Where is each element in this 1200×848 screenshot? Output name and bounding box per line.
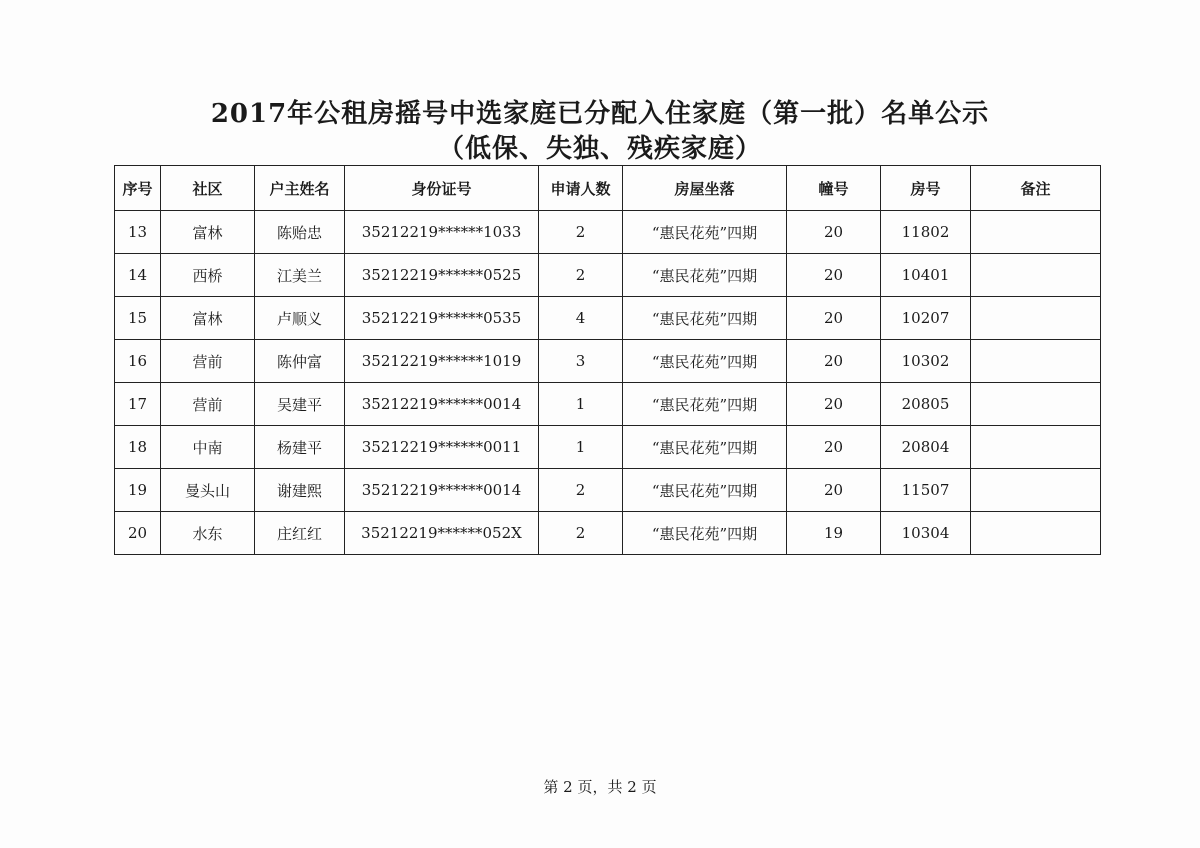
table-row: [115, 297, 1101, 340]
cell-applicants: 1: [539, 383, 623, 426]
allocation-table: [114, 165, 1101, 555]
header-location: 房屋坐落: [623, 166, 787, 211]
table-header-row: [115, 166, 1101, 211]
cell-remarks: [971, 383, 1101, 426]
table-row: [115, 512, 1101, 555]
cell-community: 营前: [161, 383, 255, 426]
document-title: 2017年公租房摇号中选家庭已分配入住家庭（第一批）名单公示: [210, 99, 990, 129]
cell-community: 营前: [161, 340, 255, 383]
cell-building: 20: [787, 469, 881, 512]
cell-remarks: [971, 297, 1101, 340]
cell-community: 富林: [161, 297, 255, 340]
header-applicants: 申请人数: [539, 166, 623, 211]
cell-location: “惠民花苑”四期: [623, 426, 787, 469]
cell-community: 曼头山: [161, 469, 255, 512]
cell-id-number: 35212219******0535: [345, 297, 539, 340]
cell-id-number: 35212219******1033: [345, 211, 539, 254]
cell-id-number: 35212219******0525: [345, 254, 539, 297]
cell-remarks: [971, 469, 1101, 512]
cell-householder: 陈仲富: [255, 340, 345, 383]
cell-id-number: 35212219******0011: [345, 426, 539, 469]
table-row: [115, 211, 1101, 254]
cell-room: 11802: [881, 211, 971, 254]
cell-applicants: 2: [539, 211, 623, 254]
document-subtitle: （低保、失独、残疾家庭）: [437, 134, 762, 164]
cell-id-number: 35212219******1019: [345, 340, 539, 383]
cell-applicants: 2: [539, 512, 623, 555]
cell-building: 19: [787, 512, 881, 555]
cell-remarks: [971, 512, 1101, 555]
cell-remarks: [971, 211, 1101, 254]
cell-room: 20805: [881, 383, 971, 426]
table-row: [115, 340, 1101, 383]
cell-location: “惠民花苑”四期: [623, 469, 787, 512]
cell-building: 20: [787, 254, 881, 297]
cell-applicants: 2: [539, 469, 623, 512]
cell-seq: 13: [115, 211, 161, 254]
cell-householder: 江美兰: [255, 254, 345, 297]
table-row: [115, 426, 1101, 469]
cell-seq: 14: [115, 254, 161, 297]
cell-location: “惠民花苑”四期: [623, 297, 787, 340]
table-row: [115, 383, 1101, 426]
cell-room: 20804: [881, 426, 971, 469]
cell-seq: 17: [115, 383, 161, 426]
header-building: 幢号: [787, 166, 881, 211]
header-id-number: 身份证号: [345, 166, 539, 211]
cell-location: “惠民花苑”四期: [623, 383, 787, 426]
cell-householder: 吴建平: [255, 383, 345, 426]
cell-seq: 16: [115, 340, 161, 383]
cell-community: 富林: [161, 211, 255, 254]
cell-building: 20: [787, 211, 881, 254]
cell-id-number: 35212219******052X: [345, 512, 539, 555]
cell-location: “惠民花苑”四期: [623, 254, 787, 297]
page-number: 第 2 页，共 2 页: [543, 778, 657, 796]
cell-applicants: 1: [539, 426, 623, 469]
cell-seq: 15: [115, 297, 161, 340]
cell-community: 水东: [161, 512, 255, 555]
cell-building: 20: [787, 340, 881, 383]
cell-householder: 卢顺义: [255, 297, 345, 340]
cell-room: 11507: [881, 469, 971, 512]
cell-applicants: 3: [539, 340, 623, 383]
header-remarks: 备注: [971, 166, 1101, 211]
header-community: 社区: [161, 166, 255, 211]
cell-building: 20: [787, 297, 881, 340]
cell-householder: 陈贻忠: [255, 211, 345, 254]
cell-remarks: [971, 254, 1101, 297]
cell-room: 10401: [881, 254, 971, 297]
cell-applicants: 4: [539, 297, 623, 340]
cell-seq: 20: [115, 512, 161, 555]
cell-room: 10207: [881, 297, 971, 340]
cell-location: “惠民花苑”四期: [623, 340, 787, 383]
header-room: 房号: [881, 166, 971, 211]
cell-room: 10304: [881, 512, 971, 555]
table-row: [115, 254, 1101, 297]
cell-id-number: 35212219******0014: [345, 469, 539, 512]
cell-remarks: [971, 340, 1101, 383]
cell-remarks: [971, 426, 1101, 469]
cell-seq: 18: [115, 426, 161, 469]
cell-seq: 19: [115, 469, 161, 512]
cell-community: 西桥: [161, 254, 255, 297]
cell-id-number: 35212219******0014: [345, 383, 539, 426]
cell-householder: 庄红红: [255, 512, 345, 555]
cell-building: 20: [787, 383, 881, 426]
cell-applicants: 2: [539, 254, 623, 297]
cell-householder: 谢建熙: [255, 469, 345, 512]
cell-location: “惠民花苑”四期: [623, 211, 787, 254]
cell-householder: 杨建平: [255, 426, 345, 469]
cell-community: 中南: [161, 426, 255, 469]
cell-room: 10302: [881, 340, 971, 383]
cell-location: “惠民花苑”四期: [623, 512, 787, 555]
table-row: [115, 469, 1101, 512]
header-householder: 户主姓名: [255, 166, 345, 211]
header-seq: 序号: [115, 166, 161, 211]
cell-building: 20: [787, 426, 881, 469]
